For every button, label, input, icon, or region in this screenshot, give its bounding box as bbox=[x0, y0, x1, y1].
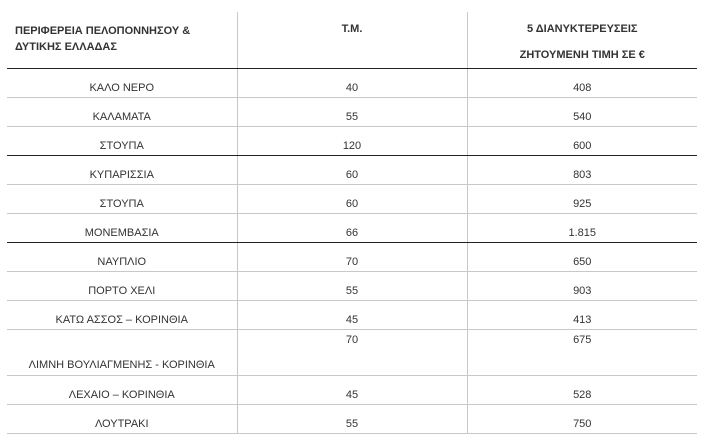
header-price bbox=[467, 12, 697, 68]
location-cell: ΛΙΜΝΗ ΒΟΥΛΙΑΓΜΕΝΗΣ - ΚΟΡΙΝΘΙΑ bbox=[7, 329, 237, 375]
location-cell: ΚΑΛΟ ΝΕΡΟ bbox=[7, 68, 237, 97]
sqm-cell: 55 bbox=[237, 97, 467, 126]
header-region: ΠΕΡΙΦΕΡΕΙΑ ΠΕΛΟΠΟΝΝΗΣΟΥ & ΔΥΤΙΚΗΣ ΕΛΛΑΔΑΣ bbox=[7, 12, 237, 68]
header-sqm: Τ.Μ. bbox=[237, 12, 467, 68]
price-table bbox=[7, 12, 697, 434]
location-cell: ΠΟΡΤΟ ΧΕΛΙ bbox=[7, 271, 237, 300]
table-row bbox=[7, 271, 697, 300]
location-cell: ΚΥΠΑΡΙΣΣΙΑ bbox=[7, 155, 237, 184]
price-cell: 408 bbox=[467, 68, 697, 97]
sqm-cell: 55 bbox=[237, 271, 467, 300]
location-cell: ΜΟΝΕΜΒΑΣΙΑ bbox=[7, 213, 237, 242]
sqm-cell: 60 bbox=[237, 184, 467, 213]
location-cell: ΝΑΥΠΛΙΟ bbox=[7, 242, 237, 271]
location-cell: ΚΑΛΑΜΑΤΑ bbox=[7, 97, 237, 126]
sqm-cell: 70 bbox=[237, 242, 467, 271]
table-header-row bbox=[7, 12, 697, 68]
table-row bbox=[7, 300, 697, 329]
table-row bbox=[7, 126, 697, 155]
header-price-label: ΖΗΤΟΥΜΕΝΗ ΤΙΜΗ ΣΕ € bbox=[519, 49, 645, 61]
price-cell: 803 bbox=[467, 155, 697, 184]
sqm-cell: 120 bbox=[237, 126, 467, 155]
price-cell: 750 bbox=[467, 404, 697, 433]
sqm-cell: 45 bbox=[237, 300, 467, 329]
price-cell: 903 bbox=[467, 271, 697, 300]
table-row bbox=[7, 404, 697, 433]
price-cell: 528 bbox=[467, 375, 697, 404]
price-cell: 600 bbox=[467, 126, 697, 155]
table-row bbox=[7, 97, 697, 126]
price-cell: 675 bbox=[467, 329, 697, 375]
header-nights: 5 ΔΙΑΝΥΚΤΕΡΕΥΣΕΙΣ bbox=[526, 23, 638, 35]
table-row bbox=[7, 213, 697, 242]
price-table-container bbox=[7, 12, 697, 434]
table-row bbox=[7, 375, 697, 404]
price-cell: 650 bbox=[467, 242, 697, 271]
sqm-cell: 66 bbox=[237, 213, 467, 242]
table-row bbox=[7, 329, 697, 375]
price-cell: 540 bbox=[467, 97, 697, 126]
table-row bbox=[7, 184, 697, 213]
price-cell: 413 bbox=[467, 300, 697, 329]
price-cell: 925 bbox=[467, 184, 697, 213]
table-row bbox=[7, 155, 697, 184]
table-row bbox=[7, 68, 697, 97]
location-cell: ΛΕΧΑΙΟ – ΚΟΡΙΝΘΙΑ bbox=[7, 375, 237, 404]
location-cell: ΚΑΤΩ ΑΣΣΟΣ – ΚΟΡΙΝΘΙΑ bbox=[7, 300, 237, 329]
price-cell: 1.815 bbox=[467, 213, 697, 242]
sqm-cell: 70 bbox=[237, 329, 467, 375]
location-cell: ΣΤΟΥΠΑ bbox=[7, 126, 237, 155]
table-row bbox=[7, 242, 697, 271]
sqm-cell: 40 bbox=[237, 68, 467, 97]
sqm-cell: 55 bbox=[237, 404, 467, 433]
location-cell: ΛΟΥΤΡΑΚΙ bbox=[7, 404, 237, 433]
location-cell: ΣΤΟΥΠΑ bbox=[7, 184, 237, 213]
sqm-cell: 60 bbox=[237, 155, 467, 184]
sqm-cell: 45 bbox=[237, 375, 467, 404]
